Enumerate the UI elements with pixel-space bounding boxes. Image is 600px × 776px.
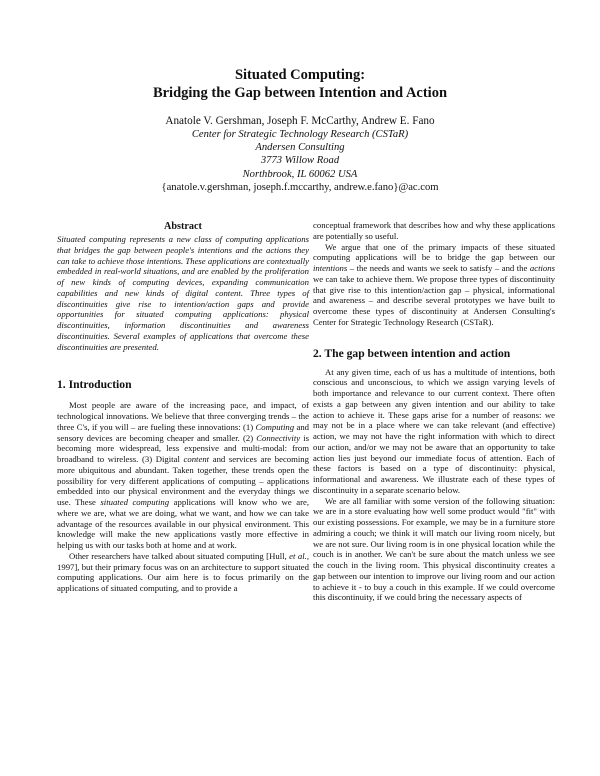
argument-text-c: we can take to achieve them. We propose three types of discontinuity that give rise to this intention/action gap – physical, informational and awareness – and describe several prototypes we have built to overcome these types of discontinuity at Andersen Consulting's Center for Strategic Technology Research (CSTaR). bbox=[313, 273, 555, 327]
argument-paragraph bbox=[313, 242, 555, 328]
abstract-heading: Abstract bbox=[164, 221, 202, 232]
abstract-text: Situated computing represents a new class of computing applications that bridges the gap between people's intentions and the actions they can take to achieve those intentions. These applications are contextually embedded in real-world situations, and are enabled by the proliferation of new kinds of computing devices, expanding communication capabilities and new kinds of digital content. Three types of discontinuities give rise to intention/action gaps and provide opportunities for situated computing applications: physical discontinuities, information discontinuities and awareness discontinuities. Several examples of applications that overcome these discontinuities are presented. bbox=[57, 234, 309, 352]
intro-term-content: content bbox=[183, 454, 210, 464]
introduction-paragraph-2 bbox=[57, 551, 309, 594]
affiliation-center: Center for Strategic Technology Research (CSTaR) bbox=[191, 129, 409, 140]
citation-et-al: et al. bbox=[289, 550, 307, 561]
intro-term-connectivity: Connectivity bbox=[256, 432, 301, 443]
title-line-2: Bridging the Gap between Intention and Action bbox=[152, 85, 448, 101]
address-street: 3773 Willow Road bbox=[260, 155, 340, 167]
affiliation-company: Andersen Consulting bbox=[255, 142, 345, 154]
term-actions: actions bbox=[529, 263, 555, 273]
intro-p1-text-a: Most people are aware of the increasing pace, and impact, of technological innovations. We believe that three converging trends – the three C's, if you will – are fueling these innovations: (1) bbox=[57, 400, 309, 432]
intro-p2-text-b: , 1997], but their primary focus was on an architecture to support situated computing applications. Our aim here is to focus primarily on the applications of situated computing, and to provide a bbox=[57, 550, 309, 593]
term-intentions: intentions bbox=[313, 263, 348, 273]
continued-paragraph: conceptual framework that describes how and why these applications are potentially so useful. bbox=[313, 220, 555, 241]
argument-text-b: – the needs and wants we seek to satisfy – and the bbox=[347, 263, 530, 273]
introduction-heading: 1. Introduction bbox=[57, 378, 132, 392]
left-column bbox=[57, 220, 309, 594]
title-line-1: Situated Computing: bbox=[234, 67, 366, 83]
introduction-paragraph-1 bbox=[57, 400, 309, 551]
intro-p1-text-e: applications will know who we are, where we are, what we are doing, what we want, and how we can take advantage of the resources available in our physical environment. This knowledge will make the new applications vastly more effective in helping us with our tasks both at home and at work. bbox=[57, 497, 309, 550]
address-city: Northbrook, IL 60062 USA bbox=[242, 168, 358, 180]
section-2-paragraph-2: We are all familiar with some version of the following situation: we are in a store evaluating how well some product would "fit" with our existing possessions. For example, we may be in a furniture store admiring a couch; we think it will match our living room nicely, but we are not sure. Our living room is in one physical location while the couch is in another. We can't be sure about the match unless we see the couch in the living room. This physical discontinuity creates a gap between our intention to improve our living room and our action to achieve it - to buy a couch in this example. If we could overcome this discontinuity, if we could bring the necessary aspects of bbox=[313, 495, 555, 603]
intro-term-computing: Computing bbox=[255, 421, 295, 432]
intro-p1-text-c: is becoming more widespread, less expensive and multi-modal: from broadband to wireless. (3) Digital bbox=[57, 432, 309, 464]
intro-p2-text-a: Other researchers have talked about situated computing [Hull, bbox=[69, 550, 290, 561]
intro-term-situated-computing: situated computing bbox=[100, 497, 170, 507]
title-block bbox=[0, 66, 600, 194]
section-2-heading: 2. The gap between intention and action bbox=[313, 346, 511, 360]
authors: Anatole V. Gershman, Joseph F. McCarthy, Andrew E. Fano bbox=[165, 115, 435, 127]
right-column bbox=[313, 220, 555, 603]
intro-p1-text-d: and services are becoming more ubiquitous and abundant. Taken together, these trends open the possibility for very different applications of computing – applications embedded into our physical environment and the everyday things we use. These bbox=[57, 454, 309, 507]
section-2-paragraph-1: At any given time, each of us has a multitude of intentions, both conscious and unconscious, to which we assign varying levels of both importance and relevance to our current context. There often exists a gap between any given intention and our ability to take action to achieve it. These gaps arise for a number of reasons: we may not be in a place where we can take relevant (and effective) action, we may not have the right information with which to direct our action, and/or we may not be aware that an opportunity to take action lies just beyond our immediate focus of attention. Each of these factors is based on a type of discontinuity: physical, informational and awareness. We illustrate each of these types of discontinuity in a separate scenario below. bbox=[313, 366, 555, 495]
argument-text-a: We argue that one of the primary impacts of these situated computing applications will be to bridge the gap between our bbox=[313, 241, 555, 263]
intro-p1-text-b: and sensory devices are becoming cheaper and smaller. (2) bbox=[57, 421, 310, 443]
author-emails: {anatole.v.gershman, joseph.f.mccarthy, andrew.e.fano}@ac.com bbox=[161, 181, 439, 193]
paper-title bbox=[0, 66, 600, 102]
